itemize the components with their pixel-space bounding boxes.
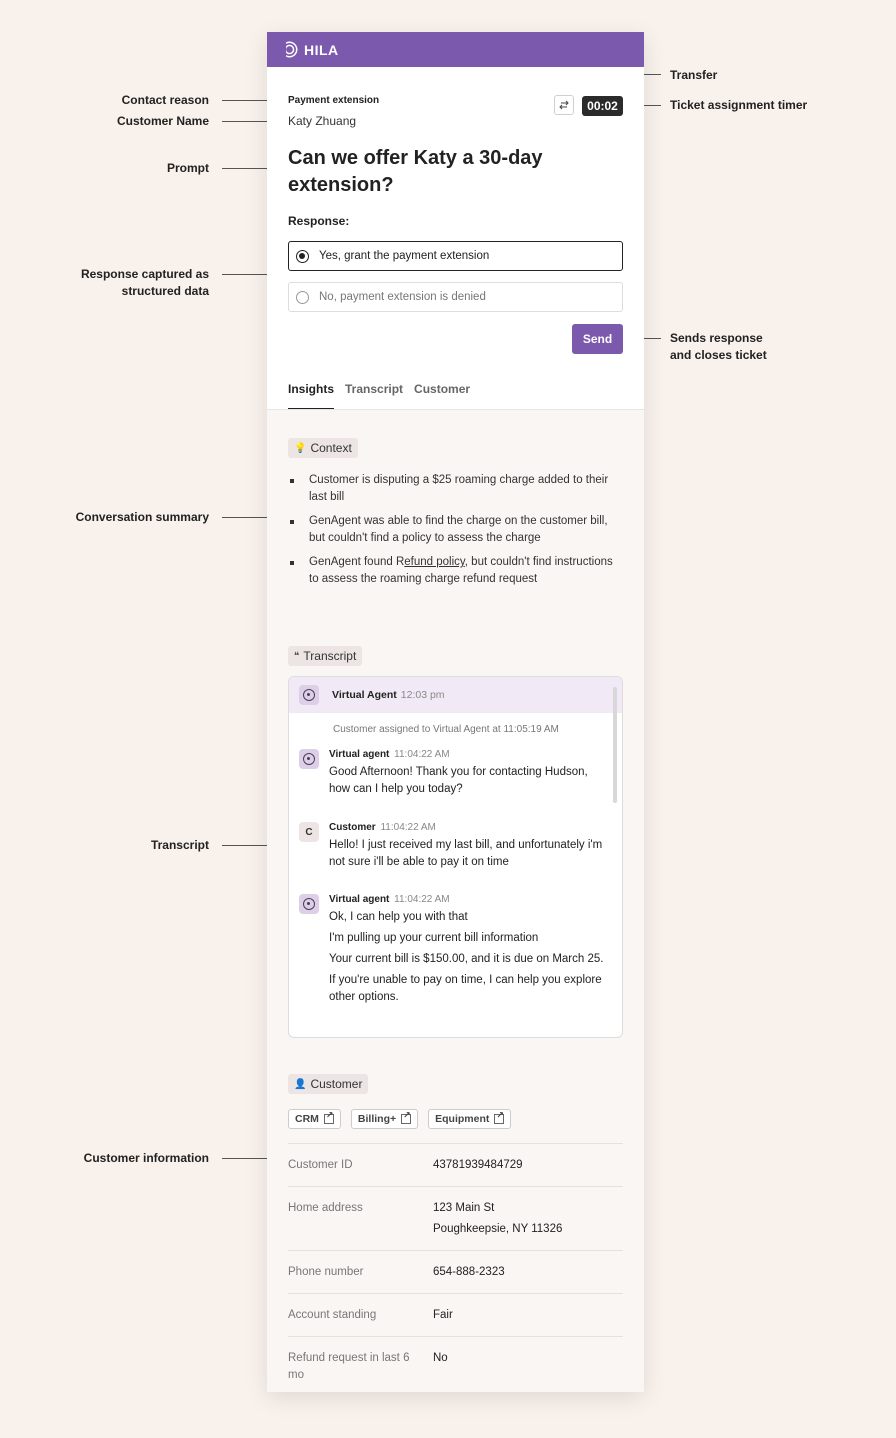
message-text: Your current bill is $150.00, and it is due on March 25. bbox=[329, 953, 604, 965]
prompt-question: Can we offer Katy a 30-day extension? bbox=[288, 147, 543, 196]
tab-bar bbox=[288, 382, 470, 410]
transcript-section-label: ❝ Transcript bbox=[288, 646, 362, 666]
info-key: Account standing bbox=[288, 1309, 377, 1321]
billing-link[interactable]: Billing+ ↗ bbox=[351, 1109, 418, 1129]
info-row bbox=[288, 1336, 623, 1392]
radio-selected[interactable] bbox=[296, 250, 309, 263]
summary-item: GenAgent found Refund policy, but couldn't find instructions to assess the roaming charge refund request bbox=[288, 554, 618, 588]
context-section-label: 💡 Context bbox=[288, 438, 358, 458]
annotation-contact-reason: Contact reason bbox=[121, 93, 209, 107]
agent-icon bbox=[303, 753, 315, 765]
annotation-transfer: Transfer bbox=[670, 68, 718, 82]
message-time: 11:04:22 AM bbox=[380, 822, 436, 833]
customer-info-table bbox=[288, 1143, 623, 1392]
message-text: If you're unable to pay on time, I can help you explore other options. bbox=[329, 974, 602, 1003]
tab-insights[interactable]: Insights bbox=[288, 382, 334, 410]
app-brand: HILA bbox=[304, 41, 339, 58]
info-value: 43781939484729 bbox=[433, 1159, 523, 1171]
person-icon: 👤 bbox=[294, 1078, 307, 1090]
annotation-prompt: Prompt bbox=[167, 161, 209, 175]
transfer-icon bbox=[558, 99, 570, 111]
message-text: Ok, I can help you with that bbox=[329, 911, 468, 923]
top-bar bbox=[267, 32, 644, 67]
response-option-no[interactable] bbox=[288, 282, 623, 312]
info-value: 123 Main St Poughkeepsie, NY 11326 bbox=[433, 1202, 563, 1235]
quote-icon: ❝ bbox=[294, 650, 300, 662]
annotation-customer-name: Customer Name bbox=[116, 114, 209, 128]
crm-link[interactable]: CRM ↗ bbox=[288, 1109, 341, 1129]
info-value: 654-888-2323 bbox=[433, 1266, 505, 1278]
info-row bbox=[288, 1293, 623, 1336]
send-button[interactable]: Send bbox=[572, 324, 623, 354]
agent-icon bbox=[303, 689, 315, 701]
response-option-yes[interactable] bbox=[288, 241, 623, 271]
message-time: 11:04:22 AM bbox=[394, 894, 450, 905]
option-label: No, payment extension is denied bbox=[319, 291, 486, 303]
annotation-customer-info: Customer information bbox=[83, 1151, 209, 1165]
tab-transcript[interactable]: Transcript bbox=[345, 382, 404, 396]
info-key: Home address bbox=[288, 1202, 363, 1214]
info-value: Fair bbox=[433, 1309, 453, 1321]
info-value: No bbox=[433, 1352, 448, 1364]
header-time: 12:03 pm bbox=[400, 689, 445, 701]
annotation-timer: Ticket assignment timer bbox=[670, 98, 808, 112]
message-sender: Virtual agent bbox=[329, 749, 390, 760]
agent-icon bbox=[303, 898, 315, 910]
header-agent-name: Virtual Agent bbox=[332, 689, 397, 701]
message-sender: Virtual agent bbox=[329, 894, 390, 905]
option-label: Yes, grant the payment extension bbox=[319, 250, 490, 262]
hila-logo-icon bbox=[281, 41, 298, 58]
transcript-message bbox=[299, 749, 611, 802]
refund-policy-link[interactable]: efund policy bbox=[404, 556, 465, 568]
summary-item: Customer is disputing a $25 roaming charge added to their last bill bbox=[288, 472, 618, 506]
system-note: Customer assigned to Virtual Agent at 11:05:19 AM bbox=[333, 724, 559, 735]
info-row bbox=[288, 1186, 623, 1250]
info-row bbox=[288, 1143, 623, 1186]
external-link-icon bbox=[401, 1114, 411, 1124]
customer-name: Katy Zhuang bbox=[288, 114, 357, 128]
external-link-icon bbox=[494, 1114, 504, 1124]
message-text: Good Afternoon! Thank you for contacting Hudson, how can I help you today? bbox=[329, 766, 588, 795]
annotation-transcript: Transcript bbox=[150, 838, 209, 852]
transcript-scrollbar[interactable] bbox=[613, 687, 617, 803]
transcript-message bbox=[299, 894, 611, 1010]
transcript-message bbox=[299, 822, 611, 875]
ticket-timer: 00:02 bbox=[582, 96, 623, 116]
customer-avatar: C bbox=[299, 822, 319, 842]
transcript-box[interactable] bbox=[288, 676, 623, 1038]
customer-section-label: 👤 Customer bbox=[288, 1074, 368, 1094]
message-text: Hello! I just received my last bill, and unfortunately i'm not sure i'll be able to pay it on time bbox=[329, 839, 603, 868]
context-summary bbox=[288, 472, 618, 595]
message-text: I'm pulling up your current bill information bbox=[329, 932, 539, 944]
message-time: 11:04:22 AM bbox=[394, 749, 450, 760]
info-key: Refund request in last 6 mo bbox=[288, 1352, 410, 1381]
lightbulb-icon: 💡 bbox=[294, 442, 307, 454]
agent-panel bbox=[267, 32, 644, 1392]
annotation-summary: Conversation summary bbox=[75, 510, 209, 524]
contact-reason: Payment extension bbox=[288, 95, 380, 106]
equipment-link[interactable]: Equipment ↗ bbox=[428, 1109, 511, 1129]
external-links bbox=[288, 1109, 511, 1129]
tab-customer[interactable]: Customer bbox=[414, 382, 471, 396]
external-link-icon bbox=[324, 1114, 334, 1124]
virtual-agent-avatar bbox=[299, 894, 319, 914]
virtual-agent-avatar bbox=[299, 685, 319, 705]
virtual-agent-avatar bbox=[299, 749, 319, 769]
radio-unselected[interactable] bbox=[296, 291, 309, 304]
transfer-button[interactable] bbox=[554, 95, 574, 115]
response-label: Response: bbox=[288, 214, 350, 228]
annotation-response: Response captured as structured data bbox=[80, 267, 209, 298]
info-row bbox=[288, 1250, 623, 1293]
summary-item: GenAgent was able to find the charge on the customer bill, but couldn't find a policy to assess the charge bbox=[288, 513, 618, 547]
transcript-header bbox=[289, 677, 622, 713]
annotation-send: Sends response and closes ticket bbox=[670, 331, 767, 362]
info-key: Customer ID bbox=[288, 1159, 353, 1171]
info-key: Phone number bbox=[288, 1266, 364, 1278]
message-sender: Customer bbox=[329, 822, 376, 833]
